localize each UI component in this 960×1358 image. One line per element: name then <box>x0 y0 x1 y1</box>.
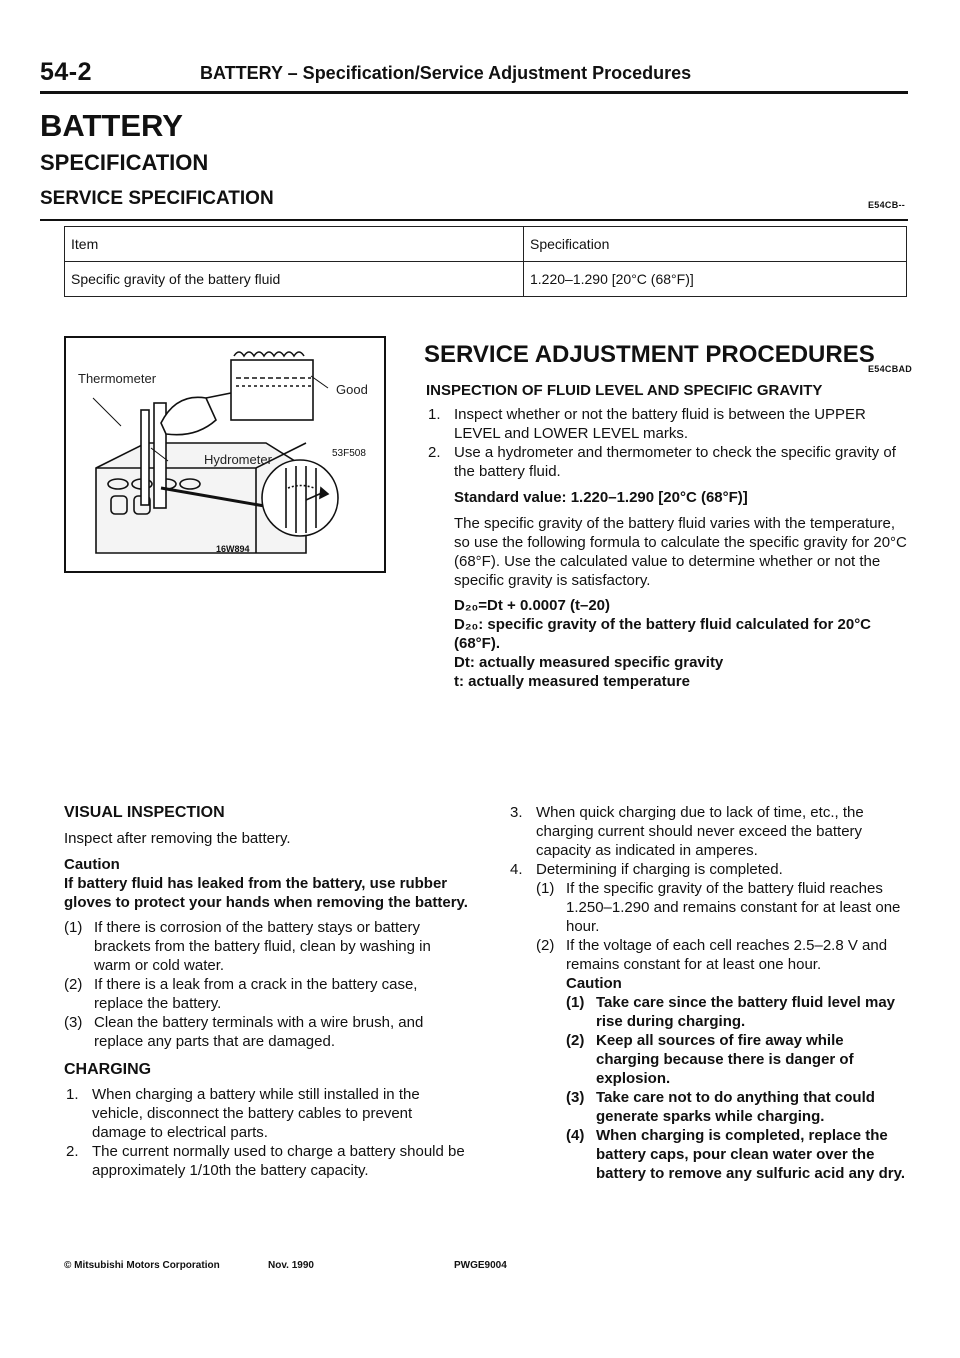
footer-date: Nov. 1990 <box>268 1260 314 1271</box>
inspection-steps <box>426 405 908 691</box>
visual-inspection-list <box>64 918 469 1051</box>
figure-code-upper: 53F508 <box>332 448 366 459</box>
list-item: (1) If the specific gravity of the battery fluid reaches 1.250–1.290 and remains constant for at least one hour. <box>536 880 901 935</box>
table-header-item: Item <box>65 227 524 262</box>
sap-code: E54CBAD <box>868 364 913 374</box>
spec-code: E54CB-- <box>868 200 906 210</box>
charging-caution-list <box>536 993 908 1183</box>
caution-label: Caution <box>64 856 120 873</box>
list-item: 4. Determining if charging is completed. <box>510 861 783 878</box>
list-item: (4) When charging is completed, replace the battery caps, pour clean water over the battery to remove any sulfuric acid any dry. <box>566 1127 905 1182</box>
list-item: (2) Keep all sources of fire away while charging because there is danger of explosion. <box>566 1032 854 1087</box>
service-adjustment-title: SERVICE ADJUSTMENT PROCEDURES <box>424 341 875 368</box>
section-title: BATTERY <box>40 108 183 143</box>
footer-copyright: © Mitsubishi Motors Corporation <box>64 1260 220 1271</box>
left-column <box>64 803 469 1180</box>
table-header-row <box>65 227 907 262</box>
table-top-rule <box>40 219 908 221</box>
list-item: 2. Use a hydrometer and thermometer to check the specific gravity of the battery fluid. <box>428 444 896 480</box>
page-number: 54-2 <box>40 58 93 86</box>
footer-doc-code: PWGE9004 <box>454 1260 507 1271</box>
table-cell-item: Specific gravity of the battery fluid <box>65 262 524 297</box>
figure-code-lower: 16W894 <box>216 544 250 554</box>
running-header-title: BATTERY – Specification/Service Adjustment Procedures <box>200 63 692 83</box>
fluid-inspection-subtitle: INSPECTION OF FLUID LEVEL AND SPECIFIC GRAVITY <box>426 382 823 399</box>
list-item: 2. The current normally used to charge a battery should be approximately 1/10th the battery capacity. <box>66 1143 465 1179</box>
hydrometer-label: Hydrometer <box>204 452 272 467</box>
list-item: (2) If there is a leak from a crack in the battery case, replace the battery. <box>64 976 418 1012</box>
header-divider <box>40 91 908 94</box>
battery-inspection-figure <box>64 336 386 573</box>
formula-definition-t: t: actually measured temperature <box>454 673 690 690</box>
list-item: (1) If there is corrosion of the battery stays or battery brackets from the battery fluid, clean by washing in warm or cold water. <box>64 919 431 974</box>
caution-text: If battery fluid has leaked from the battery, use rubber gloves to protect your hands when removing the battery. <box>64 875 468 911</box>
standard-value: Standard value: 1.220–1.290 [20°C (68°F)] <box>454 489 748 506</box>
visual-inspection-intro: Inspect after removing the battery. <box>64 830 291 847</box>
list-item: 1. When charging a battery while still installed in the vehicle, disconnect the battery cables to prevent damage to electrical parts. <box>66 1086 420 1141</box>
charging-title: CHARGING <box>64 1061 152 1078</box>
list-item: (2) If the voltage of each cell reaches 2.5–2.8 V and remains constant for at least one hour. <box>536 937 888 973</box>
specific-gravity-paragraph: The specific gravity of the battery fluid varies with the temperature, so use the following formula to calculate the specific gravity for 20°C (68°F). Use the calculated value to determine whether or not the specific gravity is satisfactory. <box>454 515 907 589</box>
table-row <box>65 262 907 297</box>
spec-table <box>64 226 907 297</box>
charging-caution-label: Caution <box>566 975 622 992</box>
formula-definition-d20: D₂₀: specific gravity of the battery fluid calculated for 20°C (68°F). <box>454 616 872 652</box>
good-label: Good <box>336 382 368 397</box>
completion-criteria <box>508 879 908 1183</box>
table-header-spec: Specification <box>524 227 907 262</box>
right-column <box>508 803 908 1183</box>
list-item: (3) Take care not to do anything that could generate sparks while charging. <box>566 1089 875 1125</box>
formula-definition-dt: Dt: actually measured specific gravity <box>454 654 724 671</box>
list-item: (3) Clean the battery terminals with a wire brush, and replace any parts that are damaged. <box>64 1014 424 1050</box>
thermometer-label: Thermometer <box>78 371 157 386</box>
table-cell-spec: 1.220–1.290 [20°C (68°F)] <box>524 262 907 297</box>
list-item: (1) Take care since the battery fluid level may rise during charging. <box>566 994 896 1030</box>
visual-inspection-title: VISUAL INSPECTION <box>64 804 225 821</box>
charging-steps-left <box>64 1085 469 1180</box>
list-item: 3. When quick charging due to lack of time, etc., the charging current should never exceed the battery capacity as indicated in amperes. <box>510 804 864 859</box>
service-specification-heading: SERVICE SPECIFICATION <box>40 188 274 209</box>
gravity-formula: D₂₀=Dt + 0.0007 (t–20) <box>454 597 610 614</box>
subsection-title: SPECIFICATION <box>40 150 209 175</box>
list-item: 1. Inspect whether or not the battery fluid is between the UPPER LEVEL and LOWER LEVEL marks. <box>428 406 866 442</box>
